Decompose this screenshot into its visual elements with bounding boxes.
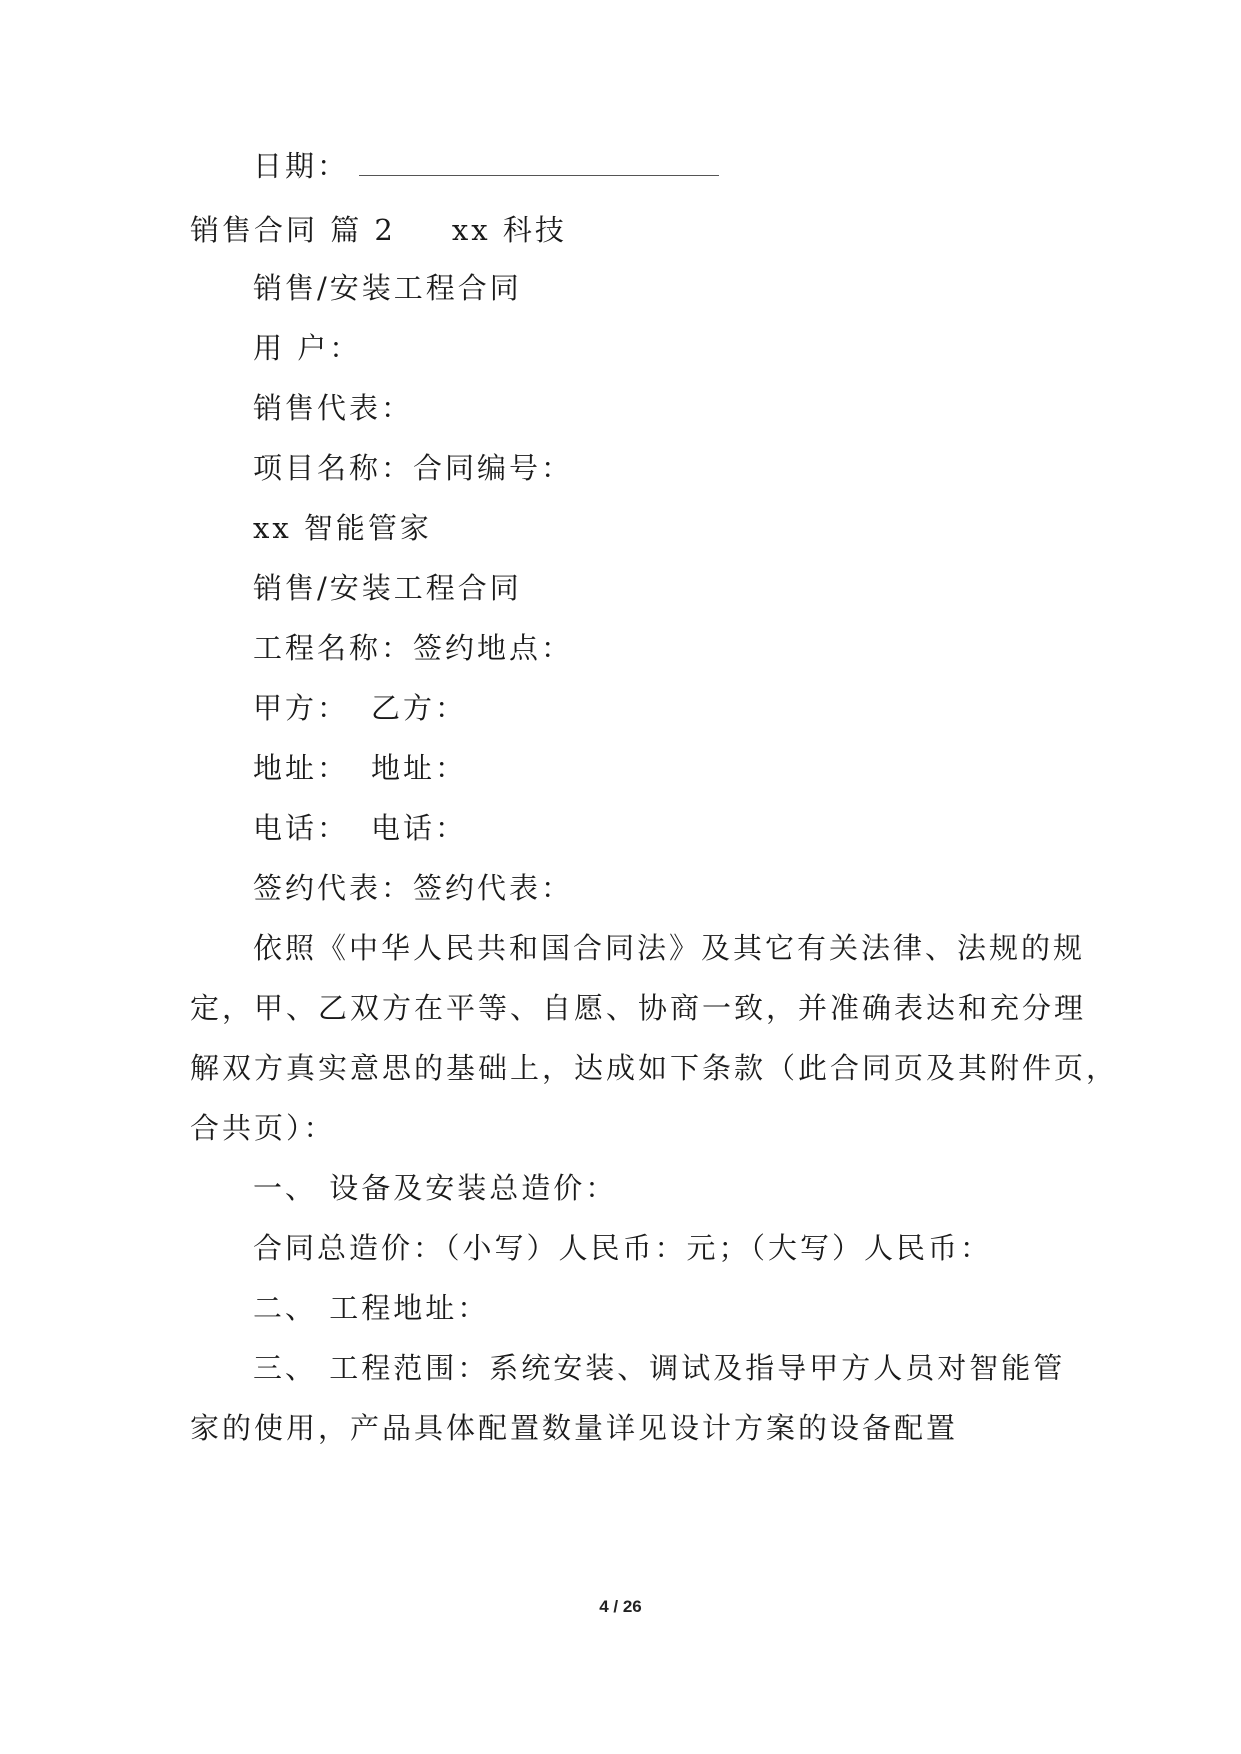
clause-1: 一、 设备及安装总造价： [253,1171,618,1205]
party-a-label: 甲方： [253,691,350,725]
phone-b-label: 电话： [371,811,468,845]
party-line [253,688,467,728]
page-number: 4 / 26 [599,1597,642,1616]
phone-a-label: 电话： [253,811,350,845]
heading-title: 销售合同 篇 2 [190,213,396,247]
paragraph-line-2: 定，甲、乙双方在平等、自愿、协商一致，并准确表达和充分理 [190,991,1087,1025]
paragraph-line-4: 合共页）： [190,1111,336,1145]
section-heading [190,210,567,250]
paragraph-line-1: 依照《中华人民共和国合同法》及其它有关法律、法规的规 [253,931,1086,965]
paragraph-line-3: 解双方真实意思的基础上，达成如下条款（此合同页及其附件页， [190,1051,1119,1085]
project-name-line: 项目名称：合同编号： [253,451,574,485]
clause-3-line-1: 三、 工程范围：系统安装、调试及指导甲方人员对智能管 [253,1351,1066,1385]
user-line: 用 户： [253,331,362,365]
date-label: 日期： [253,149,350,183]
engineering-name-line: 工程名称：签约地点： [253,631,574,665]
heading-company: xx 科技 [451,213,567,247]
address-a-label: 地址： [253,751,350,785]
clause-2: 二、 工程地址： [253,1291,490,1325]
phone-line [253,808,467,848]
address-line [253,748,467,788]
product-line: xx 智能管家 [253,511,432,545]
party-b-label: 乙方： [371,691,468,725]
clause-3-line-2: 家的使用，产品具体配置数量详见设计方案的设备配置 [190,1411,959,1445]
clause-1-detail: 合同总造价：（小写）人民币：元；（大写）人民币： [253,1231,993,1265]
date-line [253,146,719,186]
contract-type-line: 销售/安装工程合同 [253,271,522,305]
sales-rep-line: 销售代表： [253,391,414,425]
contract-type-line-2: 销售/安装工程合同 [253,571,522,605]
address-b-label: 地址： [371,751,468,785]
signatory-line: 签约代表：签约代表： [253,871,574,905]
date-blank [359,153,719,176]
